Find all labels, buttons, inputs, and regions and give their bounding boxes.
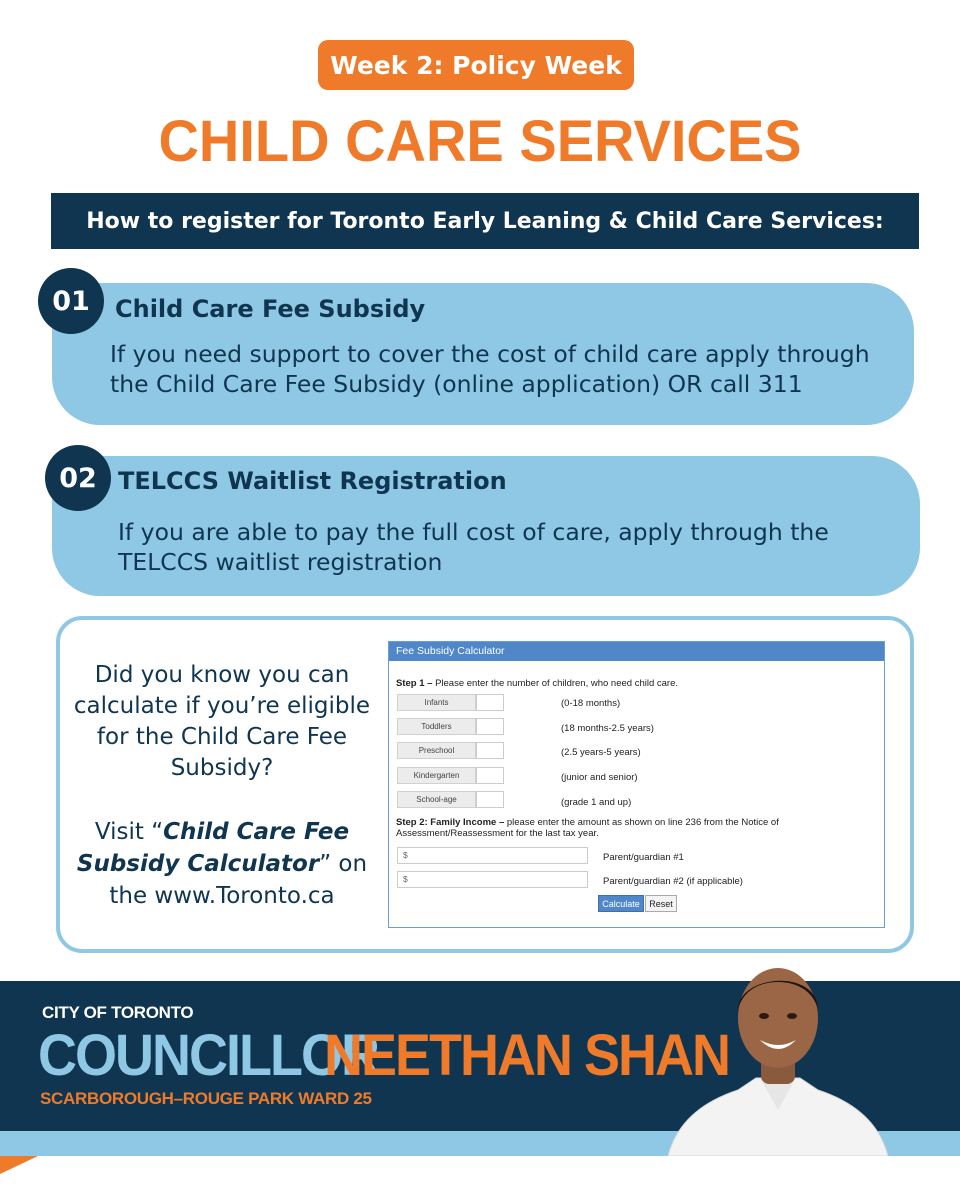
parent1-income-input[interactable]: $ xyxy=(397,847,588,864)
step-title-2: TELCCS Waitlist Registration xyxy=(118,467,507,495)
councillor-portrait xyxy=(668,960,888,1156)
step2-text: please enter the amount as shown on line 236 from the Notice of Assessment/Reassessment for the last tax year. xyxy=(396,817,779,839)
preschool-label: Preschool xyxy=(397,742,476,759)
page-title: CHILD CARE SERVICES xyxy=(158,107,802,174)
fee-subsidy-calculator xyxy=(388,641,885,928)
kindergarten-label: Kindergarten xyxy=(397,767,476,784)
calculate-button[interactable]: Calculate xyxy=(598,895,644,912)
step1-text: Please enter the number of children, who need child care. xyxy=(435,678,679,689)
school-age-desc: (grade 1 and up) xyxy=(561,797,632,808)
kindergarten-desc: (junior and senior) xyxy=(561,772,638,783)
councillor-name: NEETHAN SHAN xyxy=(324,1023,730,1088)
step-number-1: 01 xyxy=(38,268,104,334)
calculator-step2 xyxy=(396,817,878,839)
parent1-income-desc: Parent/guardian #1 xyxy=(603,852,684,863)
reset-button[interactable]: Reset xyxy=(645,895,677,912)
councillor-label: COUNCILLOR xyxy=(38,1023,378,1088)
eligibility-question: Did you know you can calculate if you’re eligible for the Child Care Fee Subsidy? xyxy=(73,662,371,781)
preschool-input[interactable] xyxy=(476,742,504,759)
toddlers-label: Toddlers xyxy=(397,718,476,735)
calculator-title: Fee Subsidy Calculator xyxy=(389,642,884,661)
step-title-1: Child Care Fee Subsidy xyxy=(115,295,426,323)
infants-label: Infants xyxy=(397,694,476,711)
ward-label: SCARBOROUGH–ROUGE PARK WARD 25 xyxy=(40,1089,372,1108)
visit-calculator-text xyxy=(66,816,378,912)
visit-prefix: Visit “ xyxy=(94,819,164,845)
calculator-step1 xyxy=(396,678,876,689)
toddlers-input[interactable] xyxy=(476,718,504,735)
step2-label: Step 2: Family Income – xyxy=(396,817,505,828)
banner-corner-accent xyxy=(0,1156,38,1174)
infants-desc: (0-18 months) xyxy=(561,698,621,709)
school-age-input[interactable] xyxy=(476,791,504,808)
preschool-desc: (2.5 years-5 years) xyxy=(561,747,641,758)
register-heading: How to register for Toronto Early Leaning & Child Care Services: xyxy=(51,193,919,249)
kindergarten-input[interactable] xyxy=(476,767,504,784)
school-age-label: School-age xyxy=(397,791,476,808)
toddlers-desc: (18 months-2.5 years) xyxy=(561,723,654,734)
step1-label: Step 1 – xyxy=(396,678,433,689)
week-label-badge: Week 2: Policy Week xyxy=(318,40,634,90)
parent2-income-desc: Parent/guardian #2 (if applicable) xyxy=(603,876,743,887)
step-body-1: If you need support to cover the cost of child care apply through the Child Care Fee Subsidy (online application) OR call 311 xyxy=(110,340,870,398)
city-label: CITY OF TORONTO xyxy=(42,1003,194,1022)
calculator-name-emphasis: Child Care Fee Subsidy Calculator xyxy=(76,819,350,877)
parent2-income-input[interactable]: $ xyxy=(397,871,588,888)
step-body-2: If you are able to pay the full cost of care, apply through the TELCCS waitlist registration xyxy=(118,518,829,576)
infants-input[interactable] xyxy=(476,694,504,711)
step-number-2: 02 xyxy=(45,445,111,511)
visit-suffix: ” on the www.Toronto.ca xyxy=(109,851,368,909)
